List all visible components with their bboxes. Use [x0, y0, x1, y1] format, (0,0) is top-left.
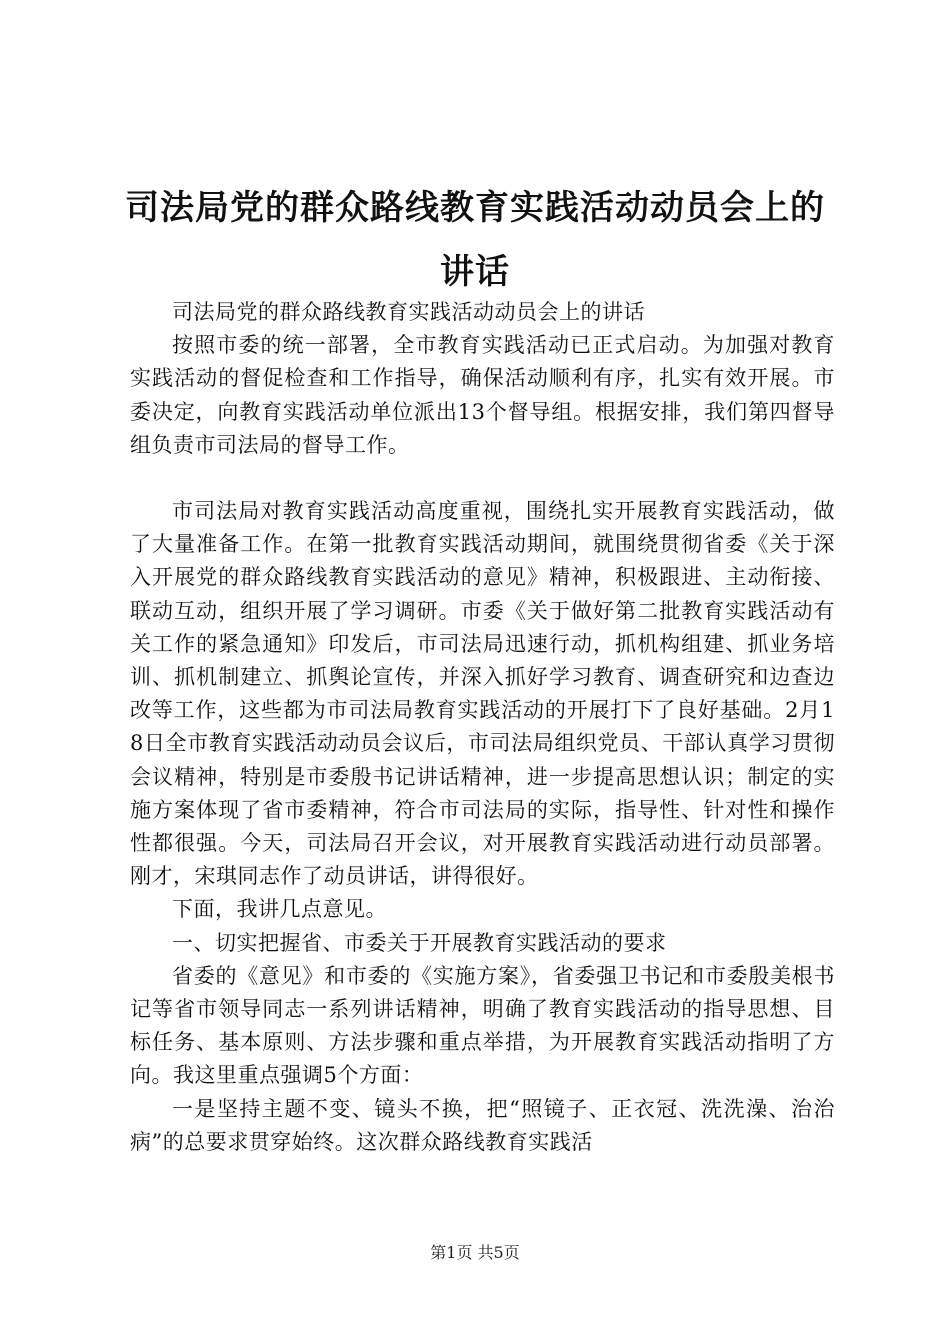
paragraph-4: 省委的《意见》和市委的《实施方案》，省委强卫书记和市委殷美根书记等省市领导同志一系列讲话精神，明确了教育实践活动的指导思想、目标任务、基本原则、方法步骤和重点举措，为开展教育实践活动指明了方向。我这里重点强调5个方面： [130, 963, 835, 1088]
document-title-line-2: 讲话 [440, 252, 510, 292]
paragraph-5: 一是坚持主题不变、镜头不换，把“照镜子、正衣冠、洗洗澡、治治病”的总要求贯穿始终。这次群众路线教育实践活 [130, 1096, 835, 1154]
document-body [130, 296, 835, 1159]
paragraph-2: 市司法局对教育实践活动高度重视，围绕扎实开展教育实践活动，做了大量准备工作。在第一批教育实践活动期间，就围绕贯彻省委《关于深入开展党的群众路线教育实践活动的意见》精神，积极跟进、主动衔接、联动互动，组织开展了学习调研。市委《关于做好第二批教育实践活动有关工作的紧急通知》印发后，市司法局迅速行动，抓机构组建、抓业务培训、抓机制建立、抓舆论宣传，并深入抓好学习教育、调查研究和边查边改等工作，这些都为市司法局教育实践活动的开展打下了良好基础。2月18日全市教育实践活动动员会议后，市司法局组织党员、干部认真学习贯彻会议精神，特别是市委殷书记讲话精神，进一步提高思想认识；制定的实施方案体现了省市委精神，符合市司法局的实际，指导性、针对性和操作性都很强。今天，司法局召开会议，对开展教育实践活动进行动员部署。刚才，宋琪同志作了动员讲话，讲得很好。 [130, 499, 835, 889]
document-title-line-1: 司法局党的群众路线教育实践活动动员会上的 [125, 188, 825, 228]
paragraph-1: 按照市委的统一部署，全市教育实践活动已正式启动。为加强对教育实践活动的督促检查和工作指导，确保活动顺利有序，扎实有效开展。市委决定，向教育实践活动单位派出13个督导组。根据安排，我们第四督导组负责市司法局的督导工作。 [130, 333, 835, 457]
paragraph-3: 下面，我讲几点意见。 [172, 897, 387, 922]
section-heading-1: 一、切实把握省、市委关于开展教育实践活动的要求 [172, 930, 667, 955]
page-footer: 第1页 共5页 [430, 1243, 520, 1262]
paragraph-subtitle: 司法局党的群众路线教育实践活动动员会上的讲话 [172, 300, 645, 324]
